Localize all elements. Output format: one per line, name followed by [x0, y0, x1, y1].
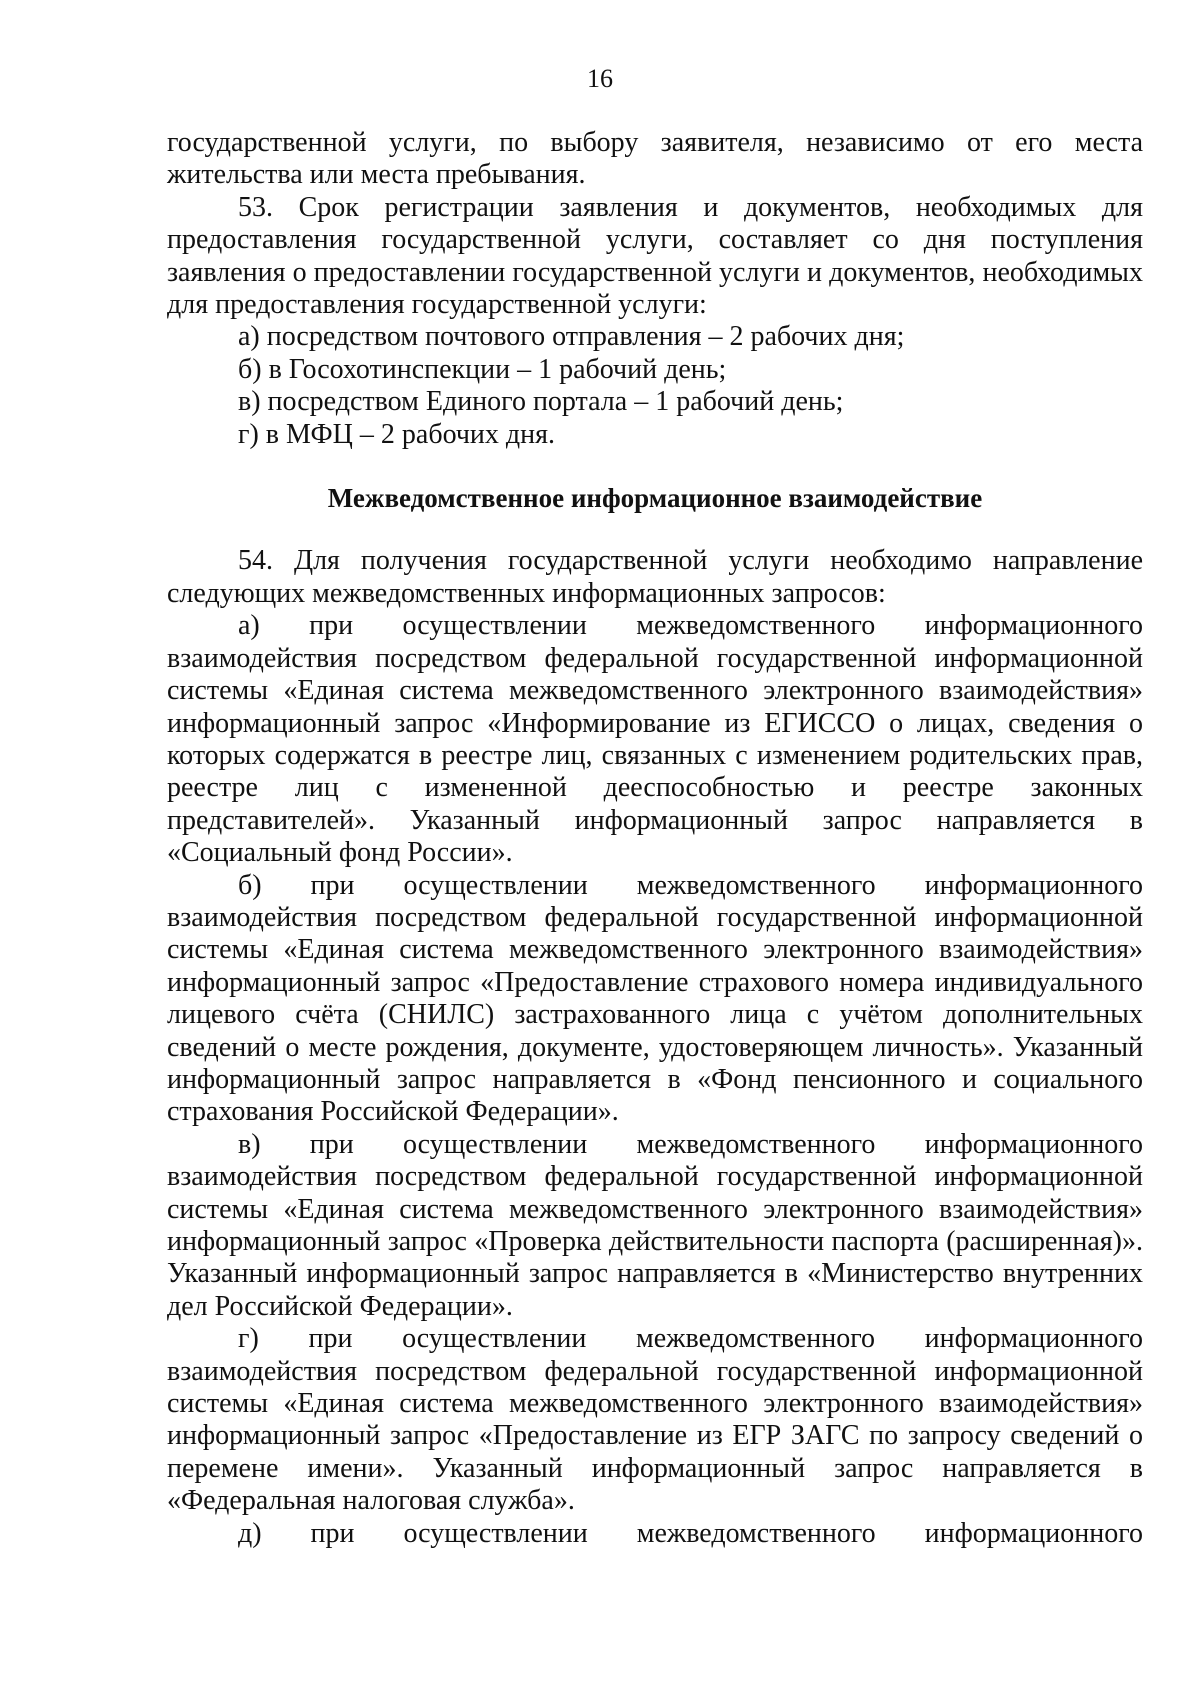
page-number: 16 [587, 64, 613, 93]
spacer [167, 514, 1143, 545]
document-body [167, 127, 1143, 1550]
paragraph-54-g: г) при осуществлении межведомственного информационного взаимодействия посредством федеральной государственной информационной системы «Единая система межведомственного электронного взаимодействия» информационный запрос «Предоставление из ЕГР ЗАГС по запросу сведений о перемене имени». Указанный информационный запрос направляется в «Федеральная налоговая служба». [167, 1323, 1143, 1517]
list-item-53-v: в) посредством Единого портала – 1 рабочий день; [238, 386, 844, 418]
paragraph-54-v: в) при осуществлении межведомственного информационного взаимодействия посредством федеральной государственной информационной системы «Единая система межведомственного электронного взаимодействия» информационный запрос «Проверка действительности паспорта (расширенная)». Указанный информационный запрос направляется в «Министерство внутренних дел Российской Федерации». [167, 1128, 1143, 1322]
spacer [167, 451, 1143, 482]
section-heading: Межведомственное информационное взаимодействие [327, 483, 983, 514]
paragraph-continuation: государственной услуги, по выбору заявителя, независимо от его места жительства или места пребывания. [167, 127, 1143, 191]
paragraph-54-d: д) при осуществлении межведомственного информационного [238, 1517, 1143, 1549]
paragraph-54-b: б) при осуществлении межведомственного информационного взаимодействия посредством федеральной государственной информационной системы «Единая система межведомственного электронного взаимодействия» информационный запрос «Предоставление страхового номера индивидуального лицевого счёта (СНИЛС) застрахованного лица с учётом дополнительных сведений о месте рождения, документе, удостоверяющем личность». Указанный информационный запрос направляется в «Фонд пенсионного и социального страхования Российской Федерации». [167, 869, 1143, 1128]
list-item-53-a: а) посредством почтового отправления – 2 рабочих дня; [238, 321, 905, 353]
list-item-53-g: г) в МФЦ – 2 рабочих дня. [238, 418, 556, 450]
paragraph-54: 54. Для получения государственной услуги необходимо направление следующих межведомственных информационных запросов: [167, 545, 1143, 609]
paragraph-53: 53. Срок регистрации заявления и документов, необходимых для предоставления государственной услуги, составляет со дня поступления заявления о предоставлении государственной услуги и документов, необходимых для предоставления государственной услуги: [167, 191, 1143, 321]
list-item-53-b: б) в Госохотинспекции – 1 рабочий день; [238, 353, 727, 385]
paragraph-54-a: а) при осуществлении межведомственного информационного взаимодействия посредством федеральной государственной информационной системы «Единая система межведомственного электронного взаимодействия» информационный запрос «Информирование из ЕГИССО о лицах, сведения о которых содержатся в реестре лиц, связанных с изменением родительских прав, реестре лиц с измененной дееспособностью и реестре законных представителей». Указанный информационный запрос направляется в «Социальный фонд России». [167, 610, 1143, 869]
